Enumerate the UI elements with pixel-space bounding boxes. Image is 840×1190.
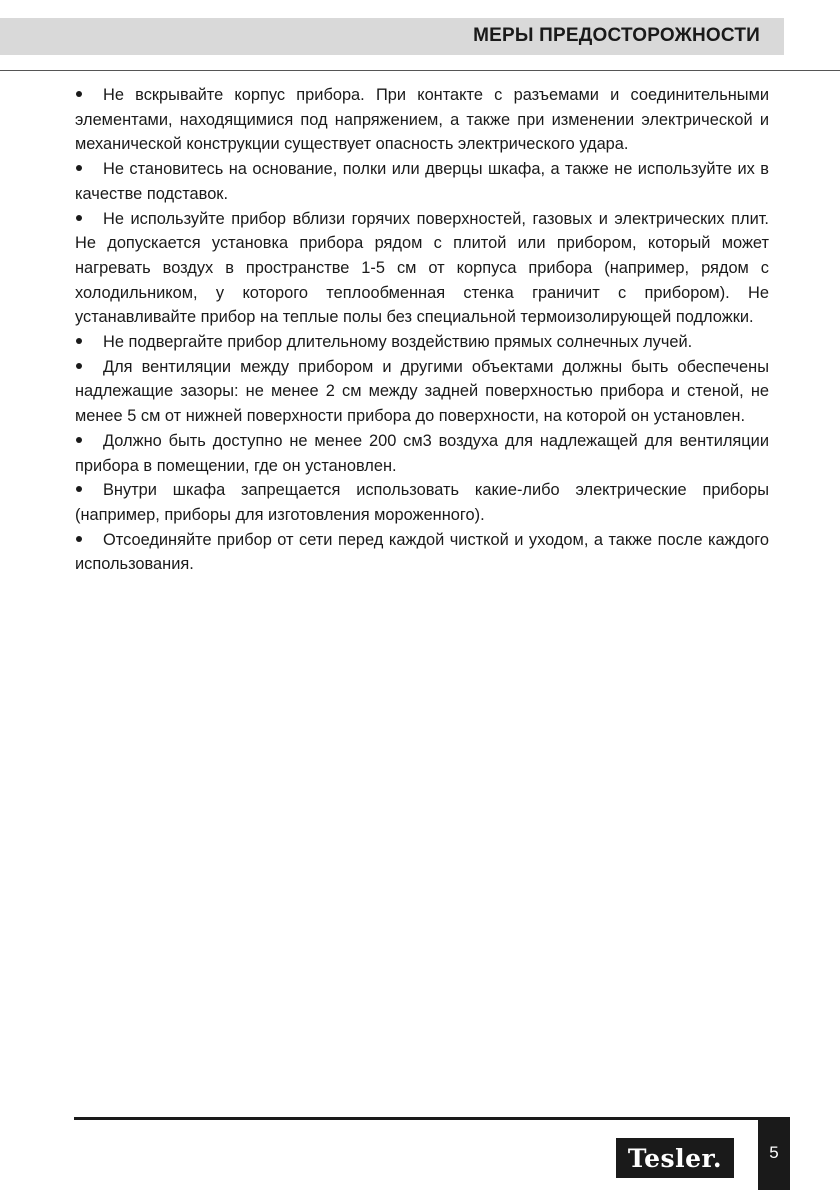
list-item [75, 330, 769, 355]
bullet-icon [75, 478, 103, 503]
header-divider [0, 70, 840, 71]
list-item-text: Отсоединяйте прибор от сети перед каждой чисткой и уходом, а также после каждого использования. [75, 530, 769, 574]
list-item-text: Для вентиляции между прибором и другими объектами должны быть обеспечены надлежащие зазоры: не менее 2 см между задней поверхностью прибора и стеной, не менее 5 см от нижней поверхности прибора до поверхности, на которой он установлен. [75, 357, 769, 426]
page-title: МЕРЫ ПРЕДОСТОРОЖНОСТИ [473, 25, 760, 46]
page-number: 5 [769, 1143, 779, 1162]
bullet-icon [75, 157, 103, 182]
list-item-text: Не используйте прибор вблизи горячих поверхностей, газовых и электрических плит. Не допускается установка прибора рядом с плитой или прибором, который может нагревать воздух в пространстве 1-5 см от корпуса прибора (например, рядом с холодильником, у которого теплообменная стенка граничит с прибором). Не устанавливайте прибор на теплые полы без специальной термоизолирующей подложки. [75, 209, 769, 327]
brand-logo-text: Tesler. [627, 1143, 723, 1173]
bullet-icon [75, 207, 103, 232]
bullet-icon [75, 83, 103, 108]
bullet-icon [75, 355, 103, 380]
list-item-text: Не подвергайте прибор длительному воздействию прямых солнечных лучей. [103, 333, 693, 352]
bullet-icon [75, 528, 103, 553]
bullet-icon [75, 330, 103, 355]
brand-logo [616, 1138, 734, 1178]
list-item [75, 355, 769, 429]
header-bar [0, 18, 784, 55]
list-item [75, 207, 769, 331]
precautions-list [75, 83, 769, 577]
list-item-text: Внутри шкафа запрещается использовать какие-либо электрические приборы (например, приборы для изготовления мороженного). [75, 481, 769, 524]
list-item [75, 157, 769, 206]
list-item-text: Не вскрывайте корпус прибора. При контакте с разъемами и соединительными элементами, находящимися под напряжением, а также при изменении электрической и механической конструкции существует опасность электрического удара. [75, 86, 769, 154]
footer-divider [74, 1117, 758, 1120]
list-item [75, 528, 769, 577]
list-item [75, 83, 769, 157]
list-item-text: Должно быть доступно не менее 200 см3 воздуха для надлежащей для вентиляции прибора в помещении, где он установлен. [75, 431, 769, 475]
bullet-icon [75, 429, 103, 454]
list-item-text: Не становитесь на основание, полки или дверцы шкафа, а также не используйте их в качестве подставок. [75, 160, 769, 203]
list-item [75, 478, 769, 527]
list-item [75, 429, 769, 478]
